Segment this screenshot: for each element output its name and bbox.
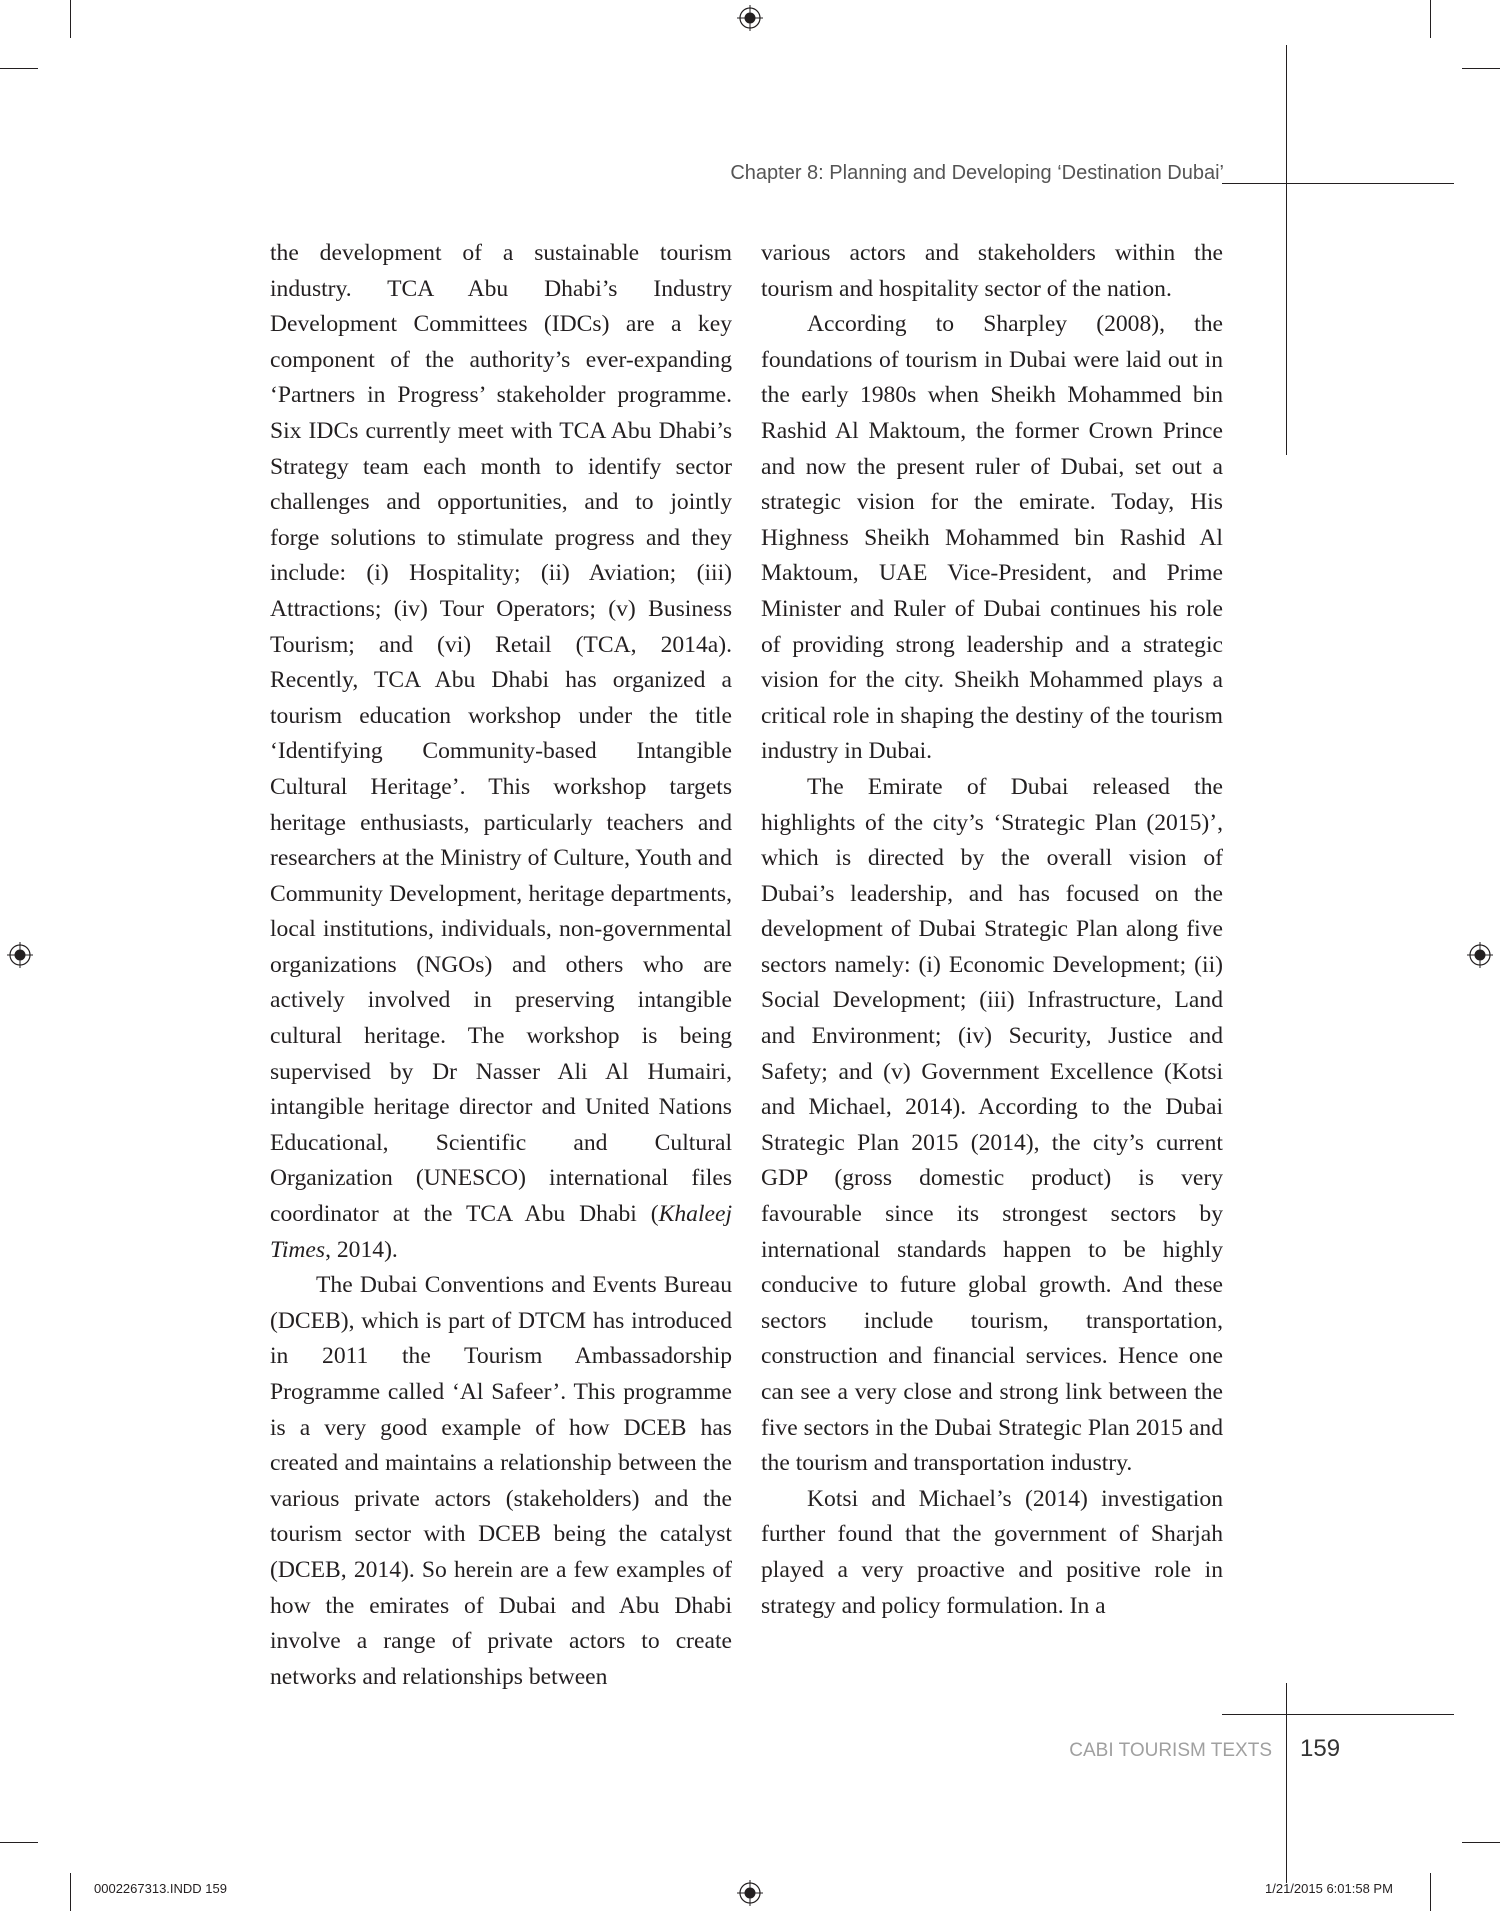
left-column bbox=[270, 236, 732, 1695]
paragraph: The Emirate of Dubai released the highlights of the city’s ‘Strategic Plan (2015)’, which is directed by the overall vision of Dubai’s leadership, and has focused on the development of Dubai Strategic Plan along five sectors namely: (i) Economic Development; (ii) Social Development; (iii) Infrastructure, Land and Environment; (iv) Security, Justice and Safety; and (v) Government Excellence (Kotsi and Michael, 2014). According to the Dubai Strategic Plan 2015 (2014), the city’s current GDP (gross domestic product) is very favourable since its strongest sectors by international standards happen to be highly conducive to future global growth. And these sectors include tourism, transportation, construction and financial services. Hence one can see a very close and strong link between the five sectors in the Dubai Strategic Plan 2015 and the tourism and transportation industry. bbox=[761, 773, 1223, 1477]
crop-mark bbox=[1462, 68, 1500, 69]
slug-filename: 0002267313.INDD 159 bbox=[94, 1881, 227, 1896]
registration-mark-icon bbox=[737, 1880, 763, 1906]
page-number: 159 bbox=[1300, 1735, 1341, 1762]
registration-mark-icon bbox=[737, 5, 763, 31]
header-horizontal-rule bbox=[1222, 183, 1454, 184]
paragraph bbox=[270, 236, 732, 1268]
crop-mark bbox=[70, 1873, 71, 1911]
publication-title: Khaleej Times bbox=[270, 1201, 732, 1263]
crop-mark bbox=[0, 1842, 38, 1843]
series-name: CABI TOURISM TEXTS bbox=[1069, 1740, 1272, 1761]
crop-mark bbox=[1430, 0, 1431, 38]
paragraph-text: , 2014). bbox=[325, 1236, 398, 1263]
slug-timestamp: 1/21/2015 6:01:58 PM bbox=[1265, 1881, 1393, 1896]
crop-mark bbox=[1430, 1873, 1431, 1911]
crop-mark bbox=[0, 68, 38, 69]
registration-mark-icon bbox=[7, 942, 33, 968]
running-head: Chapter 8: Planning and Developing ‘Destination Dubai’ bbox=[730, 162, 1224, 184]
crop-mark bbox=[1462, 1842, 1500, 1843]
paragraph: The Dubai Conventions and Events Bureau (DCEB), which is part of DTCM has introduced in 2011 the Tourism Ambassadorship Programme called ‘Al Safeer’. This programme is a very good example of how DCEB has created and maintains a relationship between the various private actors (stakeholders) and the tourism sector with DCEB being the catalyst (DCEB, 2014). So herein are a few examples of how the emirates of Dubai and Abu Dhabi involve a range of private actors to create networks and relationships between bbox=[270, 1272, 732, 1690]
registration-mark-icon bbox=[1467, 942, 1493, 968]
paragraph: According to Sharpley (2008), the foundations of tourism in Dubai were laid out in the early 1980s when Sheikh Mohammed bin Rashid Al Maktoum, the former Crown Prince and now the present ruler of Dubai, set out a strategic vision for the emirate. Today, His Highness Sheikh Mohammed bin Rashid Al Maktoum, UAE Vice-President, and Prime Minister and Ruler of Dubai continues his role of providing strong leadership and a strategic vision for the city. Sheikh Mohammed plays a critical role in shaping the destiny of the tourism industry in Dubai. bbox=[761, 311, 1223, 765]
crop-mark bbox=[70, 0, 71, 38]
paragraph: Kotsi and Michael’s (2014) investigation further found that the government of Sharjah played a very proactive and positive role in strategy and policy formulation. In a bbox=[761, 1485, 1223, 1619]
right-column bbox=[761, 236, 1223, 1624]
header-vertical-rule bbox=[1286, 45, 1287, 455]
paragraph: various actors and stakeholders within the tourism and hospitality sector of the nation. bbox=[761, 240, 1223, 302]
footer-vertical-rule bbox=[1286, 1683, 1287, 1883]
paragraph-text: the development of a sustainable tourism industry. TCA Abu Dhabi’s Industry Development Committees (IDCs) are a key component of the authority’s ever-expanding ‘Partners in Progress’ stakeholder programme. Six IDCs currently meet with TCA Abu Dhabi’s Strategy team each month to identify sector challenges and opportunities, and to jointly forge solutions to stimulate progress and they include: (i) Hospitality; (ii) Aviation; (iii) Attractions; (iv) Tour Operators; (v) Business Tourism; and (vi) Retail (TCA, 2014a). Recently, TCA Abu Dhabi has organized a tourism education workshop under the title ‘Identifying Community-based Intangible Cultural Heritage’. This workshop targets heritage enthusiasts, particularly teachers and researchers at the Ministry of Culture, Youth and Community Development, heritage departments, local institutions, individuals, non-governmental organizations (NGOs) and others who are actively involved in preserving intangible cultural heritage. The workshop is being supervised by Dr Nasser Ali Al Humairi, intangible heritage director and United Nations Educational, Scientific and Cultural Organization (UNESCO) international files coordinator at the TCA Abu Dhabi ( bbox=[270, 240, 732, 1228]
footer-horizontal-rule bbox=[1222, 1714, 1454, 1715]
